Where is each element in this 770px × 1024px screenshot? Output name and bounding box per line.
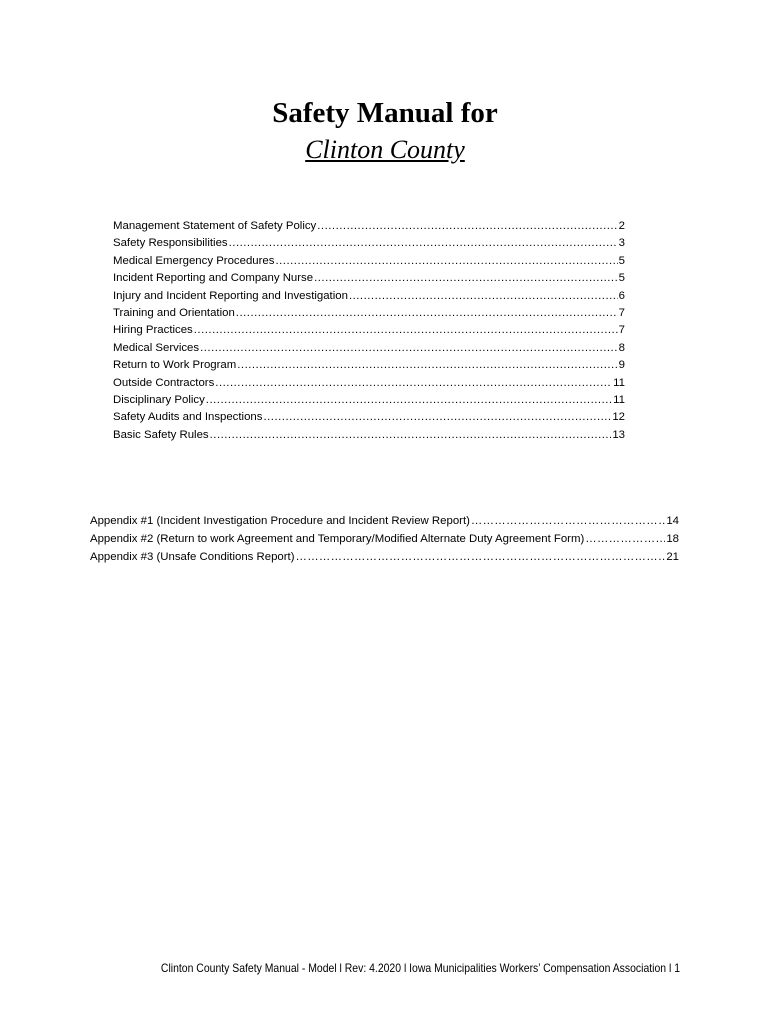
toc-leader-dots xyxy=(314,270,618,287)
appendix-entry[interactable] xyxy=(90,548,679,566)
toc-leader-dots xyxy=(194,322,618,339)
toc-entry-page: 8 xyxy=(618,341,625,354)
toc-entry-page: 13 xyxy=(612,428,625,441)
toc-entry-page: 6 xyxy=(618,289,625,302)
toc-entry-label: Incident Reporting and Company Nurse xyxy=(113,272,314,285)
toc-entry-page: 7 xyxy=(618,306,625,319)
toc-entry-page: 5 xyxy=(618,272,625,285)
toc-entry[interactable] xyxy=(113,270,625,287)
appendix-list xyxy=(90,512,679,566)
toc-entry[interactable] xyxy=(113,409,625,426)
appendix-entry-label: Appendix #3 (Unsafe Conditions Report) xyxy=(90,551,295,563)
toc-entry[interactable] xyxy=(113,357,625,374)
table-of-contents xyxy=(113,218,625,444)
toc-entry[interactable] xyxy=(113,305,625,322)
toc-entry-page: 5 xyxy=(618,254,625,267)
toc-entry-page: 11 xyxy=(613,393,625,406)
appendix-entry-label: Appendix #1 (Incident Investigation Procedure and Incident Review Report) xyxy=(90,515,470,527)
toc-leader-dots xyxy=(200,340,618,357)
toc-entry-label: Return to Work Program xyxy=(113,359,237,372)
appendix-entry-page: 21 xyxy=(666,551,679,563)
county-subtitle: Clinton County xyxy=(305,135,465,164)
toc-leader-dots xyxy=(229,235,618,252)
toc-entry[interactable] xyxy=(113,392,625,409)
toc-entry-label: Safety Responsibilities xyxy=(113,237,228,250)
toc-entry[interactable] xyxy=(113,322,625,339)
toc-entry-label: Hiring Practices xyxy=(113,324,193,337)
toc-entry[interactable] xyxy=(113,288,625,305)
toc-entry-page: 7 xyxy=(618,324,625,337)
toc-entry-label: Safety Audits and Inspections xyxy=(113,411,263,424)
appendix-entry-page: 18 xyxy=(666,533,679,545)
toc-entry[interactable] xyxy=(113,427,625,444)
toc-entry-label: Medical Emergency Procedures xyxy=(113,254,275,267)
appendix-entry[interactable] xyxy=(90,530,679,548)
toc-entry-page: 2 xyxy=(618,220,625,232)
page-footer: Clinton County Safety Manual - Model l Rev: 4.2020 l Iowa Municipalities Workers’ Compensation Association l 1 xyxy=(160,962,680,975)
toc-leader-dots xyxy=(237,357,617,374)
toc-entry-label: Management Statement of Safety Policy xyxy=(113,220,317,232)
toc-leader-dots xyxy=(210,427,612,444)
toc-leader-dots xyxy=(263,409,611,426)
toc-leader-dots xyxy=(275,253,617,270)
appendix-leader-dots xyxy=(585,530,665,548)
toc-entry-page: 9 xyxy=(618,359,625,372)
toc-entry-label: Basic Safety Rules xyxy=(113,428,209,441)
toc-entry-label: Outside Contractors xyxy=(113,376,215,389)
appendix-entry[interactable] xyxy=(90,512,679,530)
toc-leader-dots xyxy=(215,375,612,392)
toc-entry[interactable] xyxy=(113,235,625,252)
toc-entry-label: Disciplinary Policy xyxy=(113,393,205,406)
toc-entry[interactable] xyxy=(113,375,625,392)
toc-entry-label: Injury and Incident Reporting and Investigation xyxy=(113,289,348,302)
toc-entry-label: Training and Orientation xyxy=(113,306,235,319)
appendix-leader-dots xyxy=(296,548,666,566)
toc-entry[interactable] xyxy=(113,340,625,357)
appendix-entry-page: 14 xyxy=(666,515,679,527)
toc-entry[interactable] xyxy=(113,218,625,235)
manual-title: Safety Manual for xyxy=(272,97,498,129)
toc-entry-label: Medical Services xyxy=(113,341,200,354)
appendix-leader-dots xyxy=(471,512,665,530)
toc-leader-dots xyxy=(236,305,618,322)
toc-leader-dots xyxy=(349,288,618,305)
toc-leader-dots xyxy=(206,392,612,409)
toc-entry-page: 11 xyxy=(613,376,625,389)
toc-entry-page: 12 xyxy=(612,411,625,424)
appendix-entry-label: Appendix #2 (Return to work Agreement and Temporary/Modified Alternate Duty Agreement Form) xyxy=(90,533,585,545)
toc-entry-page: 3 xyxy=(618,237,625,250)
toc-entry[interactable] xyxy=(113,253,625,270)
toc-leader-dots xyxy=(317,218,617,235)
